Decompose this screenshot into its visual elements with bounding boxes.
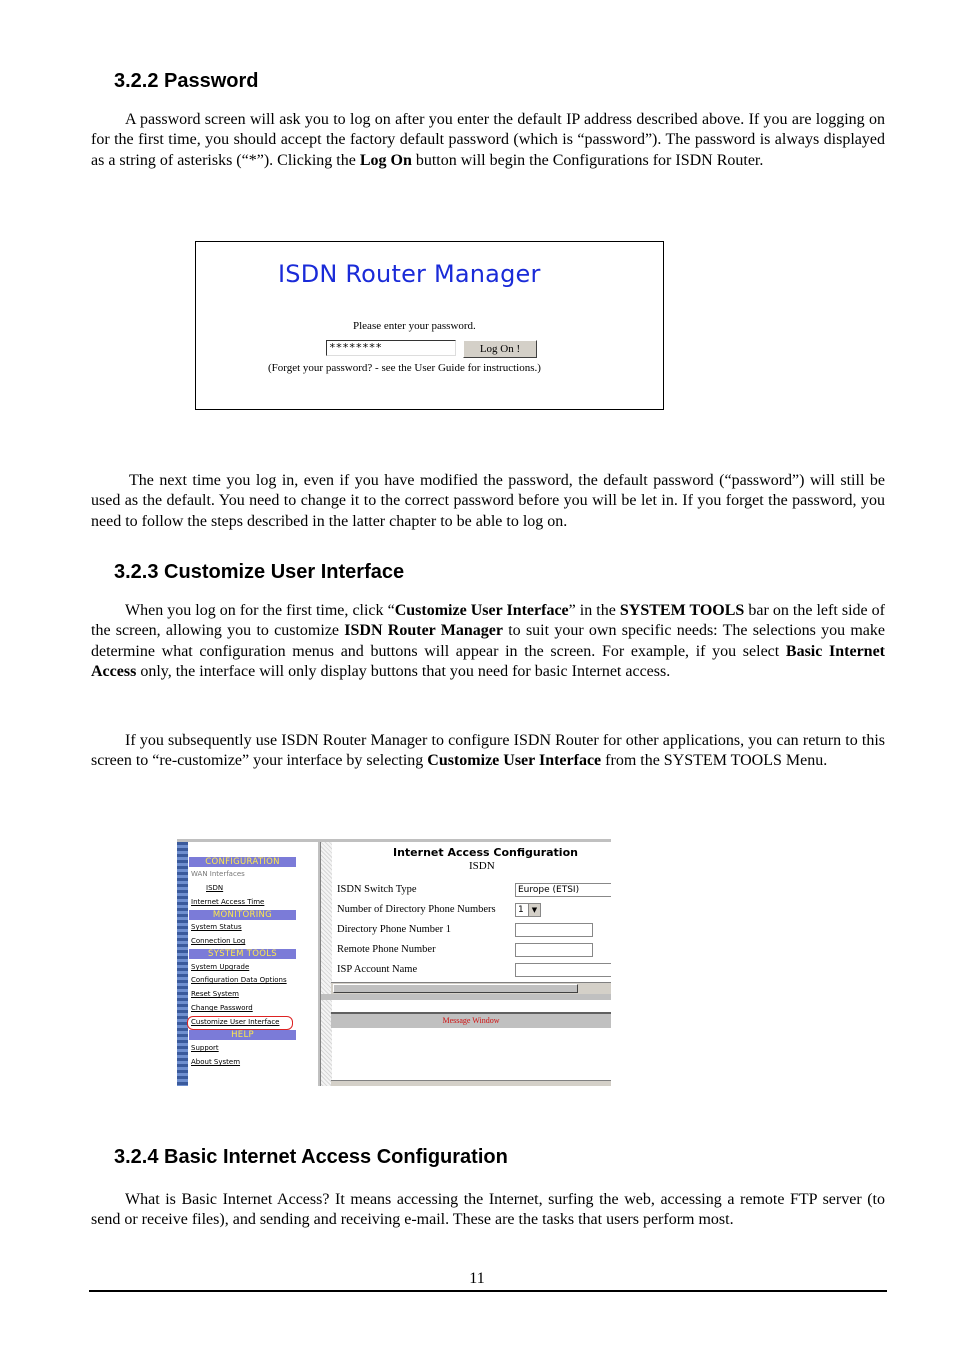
message-window-bar: Message Window	[331, 1012, 611, 1028]
menu-item-config-data-options[interactable]: Configuration Data Options	[191, 976, 287, 984]
footer-rule	[89, 1290, 887, 1292]
switch-type-select[interactable]: Europe (ETSI)	[515, 883, 611, 897]
section-heading-customize: 3.2.3 Customize User Interface	[114, 561, 405, 583]
isp-account-label: ISP Account Name	[337, 964, 418, 975]
dir-phone-input[interactable]	[515, 923, 593, 937]
vertical-scrollbar[interactable]	[321, 842, 332, 1086]
config-title: Internet Access Configuration	[393, 846, 578, 859]
login-title: ISDN Router Manager	[278, 260, 541, 288]
menu-item-wan-interfaces: WAN Interfaces	[191, 870, 245, 878]
num-dir-select[interactable]	[515, 903, 541, 917]
menu-bar-configuration[interactable]: CONFIGURATION	[189, 857, 296, 867]
login-prompt: Please enter your password.	[353, 320, 476, 332]
password-input[interactable]: ********	[326, 340, 456, 356]
scroll-thumb[interactable]	[333, 984, 578, 993]
menu-item-connection-log[interactable]: Connection Log	[191, 937, 246, 945]
page-number: 11	[469, 1270, 485, 1287]
section-heading-basic-access: 3.2.4 Basic Internet Access Configuration	[114, 1146, 508, 1168]
nav-frame	[177, 842, 317, 1086]
horizontal-scrollbar[interactable]	[331, 982, 611, 994]
chevron-down-icon[interactable]: ▼	[528, 904, 540, 916]
menu-item-change-password[interactable]: Change Password	[191, 1004, 253, 1012]
login-screenshot	[195, 241, 664, 410]
frame-separator[interactable]	[321, 994, 611, 1000]
switch-type-label: ISDN Switch Type	[337, 884, 417, 895]
menu-item-internet-access-time[interactable]: Internet Access Time	[191, 898, 265, 906]
dir-phone-label: Directory Phone Number 1	[337, 924, 452, 935]
highlight-circle	[187, 1016, 293, 1030]
paragraph-password-default: The next time you log in, even if you have modified the password, the default password (“password”) will still be used as the default. You need to change it to the correct password before you will be let in. If you forget the password, you need to follow the steps described in the latter chapter to be able to log on.	[91, 472, 885, 530]
remote-phone-label: Remote Phone Number	[337, 944, 436, 955]
menu-item-system-upgrade[interactable]: System Upgrade	[191, 963, 250, 971]
menu-item-reset-system[interactable]: Reset System	[191, 990, 239, 998]
remote-phone-input[interactable]	[515, 943, 593, 957]
menu-bar-help[interactable]: HELP	[189, 1030, 296, 1040]
nav-stripe	[177, 842, 188, 1086]
menu-item-system-status[interactable]: System Status	[191, 923, 242, 931]
menu-bar-monitoring[interactable]: MONITORING	[189, 910, 296, 920]
menu-item-about-system[interactable]: About System	[191, 1058, 241, 1066]
paragraph-customize-intro: When you log on for the first time, click “Customize User Interface” in the SYSTEM TOOLS bar on the left side of the screen, allowing you to customize ISDN Router Manager to suit your own specific needs: The selections you make determine what configuration menus and buttons will appear in the screen. For example, if you select Basic Internet Access only, the interface will only display buttons that you need for basic Internet access.	[91, 602, 886, 680]
forgot-password-note: (Forget your password? - see the User Guide for instructions.)	[268, 362, 541, 374]
menu-item-support[interactable]: Support	[191, 1044, 219, 1052]
config-subtitle: ISDN	[469, 860, 495, 872]
paragraph-customize-return: If you subsequently use ISDN Router Manager to configure ISDN Router for other applications, you can return to this screen to “re-customize” your interface by selecting Customize User Interface from the SYSTEM TOOLS Menu.	[91, 732, 885, 770]
section-heading-password: 3.2.2 Password	[114, 70, 259, 92]
num-dir-value: 1	[518, 905, 524, 915]
isp-account-input[interactable]	[515, 963, 611, 977]
paragraph-basic-access: What is Basic Internet Access? It means accessing the Internet, surfing the web, accessing a remote FTP server (to send or receive files), and sending and receiving e-mail. These are the tasks that users perform most.	[91, 1191, 885, 1229]
menu-bar-system-tools[interactable]: SYSTEM TOOLS	[189, 949, 296, 959]
menu-item-customize-ui[interactable]: Customize User Interface	[191, 1018, 280, 1026]
paragraph-password-intro: A password screen will ask you to log on after you enter the default IP address described above. If you are logging on for the first time, you should accept the factory default password (which is “password”). The password is always displayed as a string of asterisks (“*”). Clicking the Log On button will begin the Configurations for ISDN Router.	[91, 111, 885, 169]
log-on-button[interactable]: Log On !	[463, 340, 537, 358]
content-frame	[321, 842, 611, 1086]
num-dir-label: Number of Directory Phone Numbers	[337, 904, 496, 915]
config-screenshot	[177, 839, 611, 1086]
menu-item-isdn[interactable]: ISDN	[206, 884, 224, 892]
message-scrollbar[interactable]	[331, 1080, 611, 1086]
